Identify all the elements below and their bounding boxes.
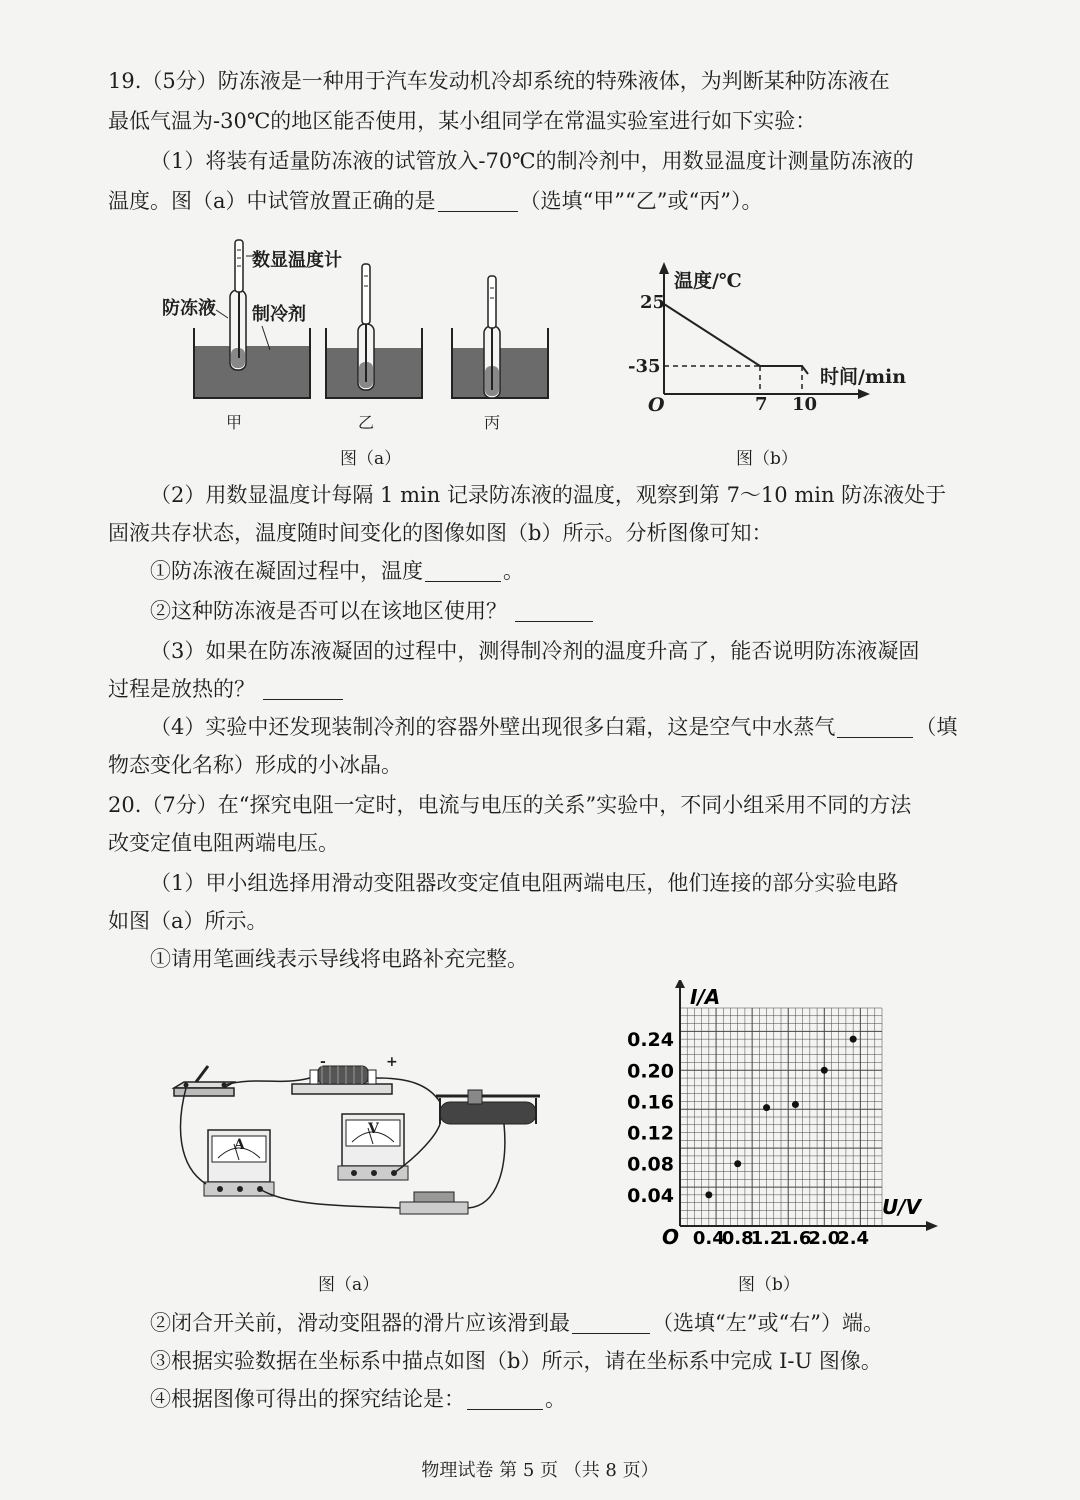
q20-line2: 改变定值电阻两端电压。 [108, 831, 339, 855]
q19-part3-line2 [108, 674, 345, 704]
data-point [705, 1191, 712, 1198]
q20-part1-q3: ③根据实验数据在坐标系中描点如图（b）所示，请在坐标系中完成 I-U 图像。 [150, 1349, 882, 1373]
y-tick-label: 0.12 [627, 1122, 674, 1145]
fig20a-circuit [168, 1056, 558, 1226]
x-tick-label: 0.4 [692, 1228, 725, 1249]
resistor-minus: - [320, 1054, 326, 1070]
data-point [850, 1036, 857, 1043]
fixed-resistor [292, 1066, 392, 1094]
q19-part4-text-end: （填 [915, 715, 958, 739]
origin-label: O [662, 1225, 680, 1249]
data-point [763, 1104, 770, 1111]
q19-part2-q1 [150, 556, 524, 586]
x-tick-label: 0.8 [721, 1228, 754, 1249]
label-jia: 甲 [226, 413, 243, 432]
q19-part1-line2 [108, 186, 762, 216]
fig20b-iu-chart [620, 980, 940, 1265]
y-tick-label: 0.04 [627, 1184, 674, 1207]
fig19b-origin: O [648, 394, 665, 416]
q19-part2-q2 [150, 596, 595, 626]
switch [174, 1066, 234, 1096]
fig19a-caption: 图（a） [340, 449, 402, 469]
answer-blank[interactable] [837, 715, 913, 738]
y-tick-labels [627, 1029, 674, 1207]
q19-part4-line1 [150, 712, 957, 742]
q20-part1-q4-text: ④根据图像可得出的探究结论是： [150, 1387, 465, 1411]
q20-part1-q1: ①请用笔画线表示导线将电路补充完整。 [150, 947, 528, 971]
beaker-yi [326, 264, 422, 398]
q19-line2: 最低气温为-30℃的地区能否使用，某小组同学在常温实验室进行如下实验： [108, 109, 817, 133]
q19-line1: 19.（5分）防冻液是一种用于汽车发动机冷却系统的特殊液体，为判断某种防冻液在 [108, 69, 890, 93]
q20-part1-q4 [150, 1384, 566, 1414]
fig20b-caption: 图（b） [738, 1275, 800, 1295]
beaker-bing [452, 276, 548, 398]
fig19b-y25: 25 [640, 292, 666, 313]
x-tick-label: 2.0 [808, 1228, 841, 1249]
q19-part2-line2: 固液共存状态，温度随时间变化的图像如图（b）所示。分析图像可知： [108, 521, 773, 545]
coolant-liquid [194, 346, 310, 398]
thermometer [362, 264, 370, 324]
x-axis-label: U/V [882, 1195, 922, 1219]
resistor-plus: + [386, 1054, 398, 1070]
fig19b-ylabel: 温度/℃ [674, 270, 742, 292]
label-thermometer: 数显温度计 [252, 250, 342, 271]
label-coolant: 制冷剂 [252, 304, 306, 325]
y-axis-label: I/A [690, 985, 721, 1009]
x-axis-arrow [926, 1221, 938, 1231]
fig19b-y-35: -35 [628, 356, 661, 377]
data-point [734, 1160, 741, 1167]
y-tick-label: 0.08 [627, 1153, 674, 1176]
q19-part2-q1-text: ①防冻液在凝固过程中，温度 [150, 559, 423, 583]
q19-part2-q2-text: ②这种防冻液是否可以在该地区使用？ [150, 599, 507, 623]
q20-part1-q2-end: （选填“左”或“右”）端。 [652, 1311, 884, 1335]
rheostat [436, 1090, 540, 1124]
q19-part1-text: 温度。图（a）中试管放置正确的是 [108, 189, 436, 213]
fig19b-x10: 10 [792, 394, 818, 415]
voltmeter-label: V [368, 1121, 379, 1137]
x-tick-label: 2.4 [837, 1228, 870, 1249]
fig20a-caption: 图（a） [318, 1275, 380, 1295]
q19-part1-text-end: （选填“甲”“乙”或“丙”）。 [519, 189, 763, 213]
q20-part1-line2: 如图（a）所示。 [108, 909, 268, 933]
data-point [792, 1101, 799, 1108]
y-tick-label: 0.20 [627, 1060, 674, 1083]
label-antifreeze: 防冻液 [162, 298, 216, 319]
q19-part3-line1: （3）如果在防冻液凝固的过程中，测得制冷剂的温度升高了，能否说明防冻液凝固 [150, 639, 920, 663]
thermometer [488, 276, 496, 328]
fig19b-caption: 图（b） [736, 449, 798, 469]
fig19b-xlabel: 时间/min [820, 366, 907, 388]
q20-part1-line1: （1）甲小组选择用滑动变阻器改变定值电阻两端电压，他们连接的部分实验电路 [150, 871, 899, 895]
q20-part1-q4-end: 。 [545, 1387, 566, 1411]
q19-part4-text: （4）实验中还发现装制冷剂的容器外壁出现很多白霜，这是空气中水蒸气 [150, 715, 836, 739]
answer-blank[interactable] [438, 189, 518, 212]
q20-part1-q2 [150, 1308, 884, 1338]
ammeter-label: A [234, 1137, 245, 1153]
q19-part2-line1: （2）用数显温度计每隔 1 min 记录防冻液的温度，观察到第 7～10 min 防冻液处于 [150, 483, 947, 507]
x-tick-label: 1.6 [779, 1228, 812, 1249]
answer-blank[interactable] [572, 1311, 650, 1334]
y-tick-label: 0.16 [627, 1091, 674, 1114]
x-tick-label: 1.2 [750, 1228, 783, 1249]
answer-blank[interactable] [467, 1387, 543, 1410]
q19-part4-line2: 物态变化名称）形成的小冰晶。 [108, 753, 402, 777]
x-tick-labels [693, 1228, 869, 1249]
page-footer: 物理试卷 第 5 页 （共 8 页） [421, 1460, 659, 1481]
data-point [821, 1067, 828, 1074]
fig19b-x7: 7 [755, 394, 768, 415]
y-tick-label: 0.24 [627, 1029, 674, 1052]
battery-box [400, 1192, 468, 1214]
label-yi: 乙 [358, 413, 375, 432]
answer-blank[interactable] [515, 599, 593, 622]
q20-part1-q2-text: ②闭合开关前，滑动变阻器的滑片应该滑到最 [150, 1311, 570, 1335]
temperature-curve [664, 304, 808, 374]
label-bing: 丙 [484, 413, 501, 432]
answer-blank[interactable] [263, 677, 343, 700]
q19-part1-line1: （1）将装有适量防冻液的试管放入-70℃的制冷剂中，用数显温度计测量防冻液的 [150, 149, 914, 173]
answer-blank[interactable] [425, 559, 501, 582]
q20-line1: 20.（7分）在“探究电阻一定时，电流与电压的关系”实验中，不同小组采用不同的方法 [108, 793, 912, 817]
y-axis-arrow [675, 980, 685, 988]
chart-axes [675, 980, 938, 1231]
q19-part3-text: 过程是放热的？ [108, 677, 255, 701]
q19-part2-q1-end: 。 [503, 559, 524, 583]
fig19a-beakers [150, 230, 570, 440]
